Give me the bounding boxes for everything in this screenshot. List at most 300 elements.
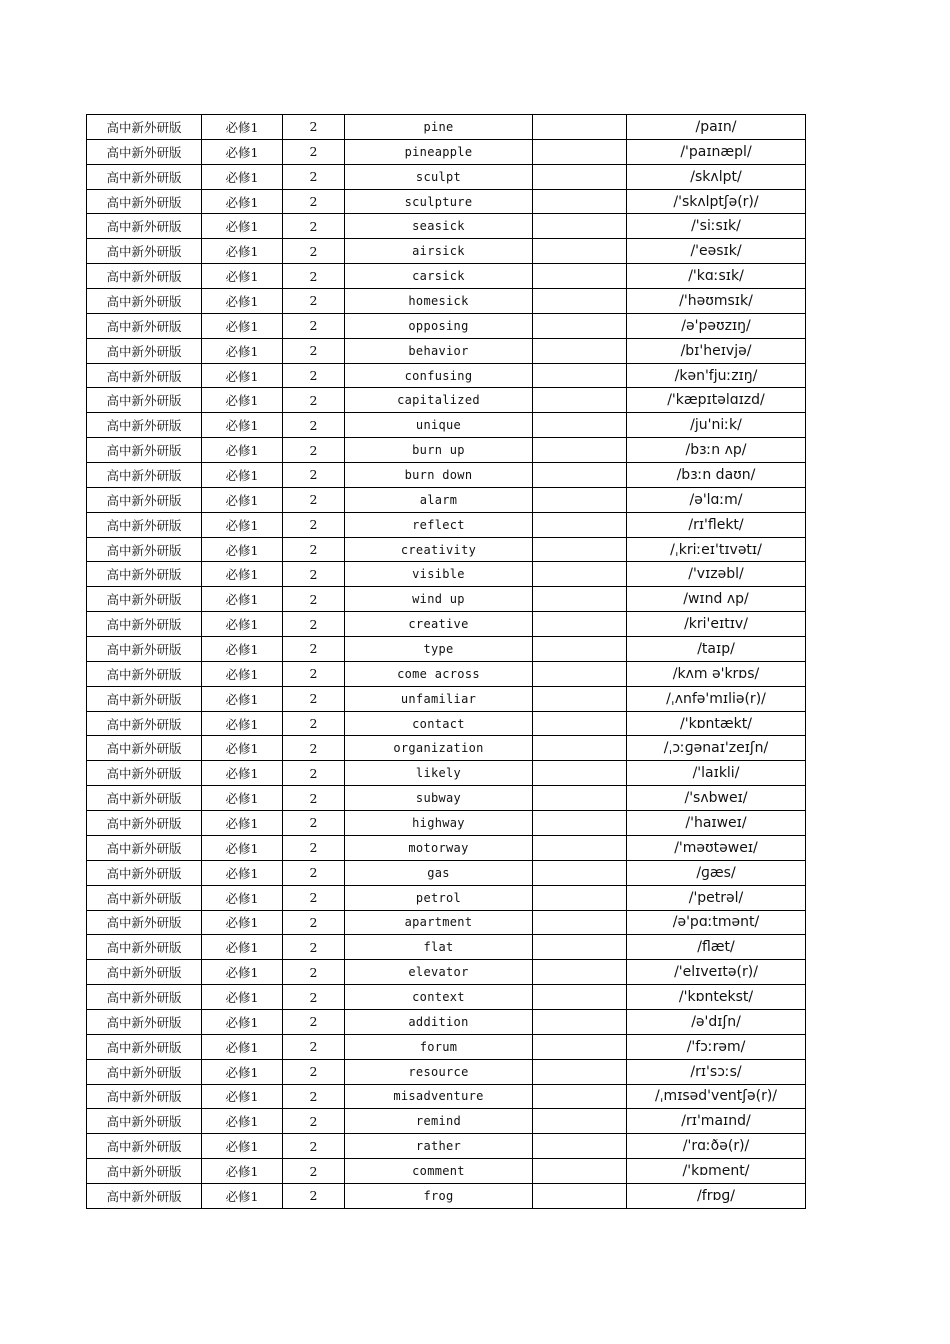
volume-cell: 必修1 — [202, 835, 283, 860]
table-row — [87, 338, 806, 363]
word-cell: visible — [345, 562, 533, 587]
note-cell — [533, 811, 627, 836]
textbook-cell: 高中新外研版 — [87, 487, 202, 512]
table-row — [87, 363, 806, 388]
note-cell — [533, 1134, 627, 1159]
phonetic-cell: /skʌlpt/ — [627, 164, 806, 189]
textbook-cell: 高中新外研版 — [87, 1009, 202, 1034]
word-cell: carsick — [345, 264, 533, 289]
note-cell — [533, 139, 627, 164]
table-row — [87, 463, 806, 488]
textbook-cell: 高中新外研版 — [87, 1183, 202, 1208]
textbook-cell: 高中新外研版 — [87, 661, 202, 686]
phonetic-cell: /'həʊmsɪk/ — [627, 289, 806, 314]
note-cell — [533, 264, 627, 289]
phonetic-cell: /rɪ'maɪnd/ — [627, 1109, 806, 1134]
textbook-cell: 高中新外研版 — [87, 786, 202, 811]
note-cell — [533, 637, 627, 662]
table-row — [87, 1159, 806, 1184]
word-cell: wind up — [345, 587, 533, 612]
word-cell: creativity — [345, 537, 533, 562]
volume-cell: 必修1 — [202, 512, 283, 537]
note-cell — [533, 1084, 627, 1109]
unit-cell: 2 — [283, 289, 345, 314]
note-cell — [533, 289, 627, 314]
note-cell — [533, 562, 627, 587]
table-row — [87, 786, 806, 811]
note-cell — [533, 239, 627, 264]
word-cell: behavior — [345, 338, 533, 363]
textbook-cell: 高中新外研版 — [87, 612, 202, 637]
word-cell: rather — [345, 1134, 533, 1159]
unit-cell: 2 — [283, 1109, 345, 1134]
unit-cell: 2 — [283, 189, 345, 214]
phonetic-cell: /ə'pɑːtmənt/ — [627, 910, 806, 935]
volume-cell: 必修1 — [202, 388, 283, 413]
note-cell — [533, 587, 627, 612]
phonetic-cell: /taɪp/ — [627, 637, 806, 662]
unit-cell: 2 — [283, 985, 345, 1010]
volume-cell: 必修1 — [202, 115, 283, 140]
phonetic-cell: /rɪ'flekt/ — [627, 512, 806, 537]
textbook-cell: 高中新外研版 — [87, 1084, 202, 1109]
phonetic-cell: /flæt/ — [627, 935, 806, 960]
phonetic-cell: /ə'dɪʃn/ — [627, 1009, 806, 1034]
word-cell: likely — [345, 761, 533, 786]
volume-cell: 必修1 — [202, 910, 283, 935]
phonetic-cell: /wɪnd ʌp/ — [627, 587, 806, 612]
textbook-cell: 高中新外研版 — [87, 214, 202, 239]
volume-cell: 必修1 — [202, 289, 283, 314]
table-row — [87, 1134, 806, 1159]
textbook-cell: 高中新外研版 — [87, 811, 202, 836]
phonetic-cell: /ɡæs/ — [627, 860, 806, 885]
note-cell — [533, 711, 627, 736]
word-cell: creative — [345, 612, 533, 637]
textbook-cell: 高中新外研版 — [87, 1059, 202, 1084]
unit-cell: 2 — [283, 264, 345, 289]
textbook-cell: 高中新外研版 — [87, 686, 202, 711]
volume-cell: 必修1 — [202, 736, 283, 761]
volume-cell: 必修1 — [202, 438, 283, 463]
note-cell — [533, 189, 627, 214]
word-cell: highway — [345, 811, 533, 836]
phonetic-cell: /kən'fjuːzɪŋ/ — [627, 363, 806, 388]
textbook-cell: 高中新外研版 — [87, 761, 202, 786]
unit-cell: 2 — [283, 164, 345, 189]
word-cell: misadventure — [345, 1084, 533, 1109]
word-cell: burn up — [345, 438, 533, 463]
note-cell — [533, 1109, 627, 1134]
unit-cell: 2 — [283, 562, 345, 587]
phonetic-cell: /'kɒntekst/ — [627, 985, 806, 1010]
volume-cell: 必修1 — [202, 1009, 283, 1034]
table-row — [87, 736, 806, 761]
textbook-cell: 高中新外研版 — [87, 1034, 202, 1059]
phonetic-cell: /'vɪzəbl/ — [627, 562, 806, 587]
unit-cell: 2 — [283, 637, 345, 662]
phonetic-cell: /'elɪveɪtə(r)/ — [627, 960, 806, 985]
note-cell — [533, 960, 627, 985]
textbook-cell: 高中新外研版 — [87, 711, 202, 736]
word-cell: sculpt — [345, 164, 533, 189]
table-row — [87, 1009, 806, 1034]
textbook-cell: 高中新外研版 — [87, 115, 202, 140]
unit-cell: 2 — [283, 1134, 345, 1159]
phonetic-cell: /'kæpɪtəlɑɪzd/ — [627, 388, 806, 413]
note-cell — [533, 686, 627, 711]
word-cell: organization — [345, 736, 533, 761]
unit-cell: 2 — [283, 811, 345, 836]
word-cell: gas — [345, 860, 533, 885]
note-cell — [533, 1009, 627, 1034]
volume-cell: 必修1 — [202, 537, 283, 562]
table-row — [87, 537, 806, 562]
table-row — [87, 686, 806, 711]
volume-cell: 必修1 — [202, 562, 283, 587]
volume-cell: 必修1 — [202, 786, 283, 811]
note-cell — [533, 935, 627, 960]
volume-cell: 必修1 — [202, 661, 283, 686]
note-cell — [533, 214, 627, 239]
unit-cell: 2 — [283, 860, 345, 885]
word-cell: comment — [345, 1159, 533, 1184]
table-row — [87, 1084, 806, 1109]
phonetic-cell: /bɜːn daʊn/ — [627, 463, 806, 488]
note-cell — [533, 413, 627, 438]
phonetic-cell: /bɪ'heɪvjə/ — [627, 338, 806, 363]
volume-cell: 必修1 — [202, 612, 283, 637]
textbook-cell: 高中新外研版 — [87, 960, 202, 985]
note-cell — [533, 1034, 627, 1059]
word-cell: alarm — [345, 487, 533, 512]
volume-cell: 必修1 — [202, 960, 283, 985]
volume-cell: 必修1 — [202, 463, 283, 488]
table-row — [87, 637, 806, 662]
note-cell — [533, 115, 627, 140]
unit-cell: 2 — [283, 935, 345, 960]
unit-cell: 2 — [283, 1084, 345, 1109]
unit-cell: 2 — [283, 487, 345, 512]
unit-cell: 2 — [283, 388, 345, 413]
unit-cell: 2 — [283, 960, 345, 985]
unit-cell: 2 — [283, 612, 345, 637]
textbook-cell: 高中新外研版 — [87, 537, 202, 562]
note-cell — [533, 512, 627, 537]
table-row — [87, 214, 806, 239]
word-cell: apartment — [345, 910, 533, 935]
volume-cell: 必修1 — [202, 338, 283, 363]
textbook-cell: 高中新外研版 — [87, 189, 202, 214]
volume-cell: 必修1 — [202, 239, 283, 264]
table-row — [87, 115, 806, 140]
note-cell — [533, 612, 627, 637]
table-row — [87, 487, 806, 512]
word-cell: airsick — [345, 239, 533, 264]
unit-cell: 2 — [283, 438, 345, 463]
phonetic-cell: /ə'lɑːm/ — [627, 487, 806, 512]
note-cell — [533, 835, 627, 860]
table-row — [87, 761, 806, 786]
textbook-cell: 高中新外研版 — [87, 562, 202, 587]
note-cell — [533, 910, 627, 935]
unit-cell: 2 — [283, 463, 345, 488]
word-cell: unfamiliar — [345, 686, 533, 711]
textbook-cell: 高中新外研版 — [87, 1109, 202, 1134]
phonetic-cell: /ju'niːk/ — [627, 413, 806, 438]
word-cell: come across — [345, 661, 533, 686]
note-cell — [533, 985, 627, 1010]
volume-cell: 必修1 — [202, 487, 283, 512]
unit-cell: 2 — [283, 736, 345, 761]
volume-cell: 必修1 — [202, 1109, 283, 1134]
phonetic-cell: /ˌʌnfə'mɪliə(r)/ — [627, 686, 806, 711]
textbook-cell: 高中新外研版 — [87, 587, 202, 612]
table-row — [87, 960, 806, 985]
table-row — [87, 413, 806, 438]
volume-cell: 必修1 — [202, 985, 283, 1010]
textbook-cell: 高中新外研版 — [87, 512, 202, 537]
note-cell — [533, 463, 627, 488]
table-row — [87, 811, 806, 836]
phonetic-cell: /ˌɔːɡənaɪ'zeɪʃn/ — [627, 736, 806, 761]
table-row — [87, 885, 806, 910]
textbook-cell: 高中新外研版 — [87, 1134, 202, 1159]
volume-cell: 必修1 — [202, 264, 283, 289]
word-cell: addition — [345, 1009, 533, 1034]
unit-cell: 2 — [283, 1159, 345, 1184]
volume-cell: 必修1 — [202, 885, 283, 910]
phonetic-cell: /'kɒment/ — [627, 1159, 806, 1184]
volume-cell: 必修1 — [202, 214, 283, 239]
volume-cell: 必修1 — [202, 139, 283, 164]
phonetic-cell: /paɪn/ — [627, 115, 806, 140]
table-row — [87, 1109, 806, 1134]
unit-cell: 2 — [283, 139, 345, 164]
volume-cell: 必修1 — [202, 363, 283, 388]
textbook-cell: 高中新外研版 — [87, 239, 202, 264]
unit-cell: 2 — [283, 537, 345, 562]
textbook-cell: 高中新外研版 — [87, 388, 202, 413]
phonetic-cell: /rɪ'sɔːs/ — [627, 1059, 806, 1084]
word-cell: reflect — [345, 512, 533, 537]
phonetic-cell: /'məʊtəweɪ/ — [627, 835, 806, 860]
word-cell: confusing — [345, 363, 533, 388]
note-cell — [533, 736, 627, 761]
table-row — [87, 1034, 806, 1059]
phonetic-cell: /'fɔːrəm/ — [627, 1034, 806, 1059]
unit-cell: 2 — [283, 115, 345, 140]
table-row — [87, 1059, 806, 1084]
volume-cell: 必修1 — [202, 811, 283, 836]
phonetic-cell: /'laɪkli/ — [627, 761, 806, 786]
word-cell: burn down — [345, 463, 533, 488]
table-row — [87, 860, 806, 885]
volume-cell: 必修1 — [202, 1059, 283, 1084]
volume-cell: 必修1 — [202, 313, 283, 338]
word-cell: elevator — [345, 960, 533, 985]
textbook-cell: 高中新外研版 — [87, 1159, 202, 1184]
word-cell: contact — [345, 711, 533, 736]
table-row — [87, 388, 806, 413]
note-cell — [533, 885, 627, 910]
textbook-cell: 高中新外研版 — [87, 463, 202, 488]
table-row — [87, 512, 806, 537]
volume-cell: 必修1 — [202, 686, 283, 711]
note-cell — [533, 1183, 627, 1208]
word-cell: subway — [345, 786, 533, 811]
phonetic-cell: /ˌkriːeɪ'tɪvətɪ/ — [627, 537, 806, 562]
unit-cell: 2 — [283, 363, 345, 388]
table-row — [87, 264, 806, 289]
unit-cell: 2 — [283, 786, 345, 811]
note-cell — [533, 661, 627, 686]
table-row — [87, 910, 806, 935]
textbook-cell: 高中新外研版 — [87, 860, 202, 885]
note-cell — [533, 438, 627, 463]
note-cell — [533, 761, 627, 786]
textbook-cell: 高中新外研版 — [87, 363, 202, 388]
textbook-cell: 高中新外研版 — [87, 910, 202, 935]
phonetic-cell: /frɒɡ/ — [627, 1183, 806, 1208]
phonetic-cell: /'rɑːðə(r)/ — [627, 1134, 806, 1159]
table-row — [87, 835, 806, 860]
word-cell: opposing — [345, 313, 533, 338]
table-row — [87, 562, 806, 587]
unit-cell: 2 — [283, 885, 345, 910]
note-cell — [533, 537, 627, 562]
note-cell — [533, 313, 627, 338]
volume-cell: 必修1 — [202, 637, 283, 662]
table-row — [87, 139, 806, 164]
word-cell: homesick — [345, 289, 533, 314]
volume-cell: 必修1 — [202, 413, 283, 438]
table-row — [87, 239, 806, 264]
phonetic-cell: /bɜːn ʌp/ — [627, 438, 806, 463]
volume-cell: 必修1 — [202, 761, 283, 786]
unit-cell: 2 — [283, 313, 345, 338]
table-row — [87, 612, 806, 637]
volume-cell: 必修1 — [202, 164, 283, 189]
note-cell — [533, 786, 627, 811]
phonetic-cell: /'siːsɪk/ — [627, 214, 806, 239]
volume-cell: 必修1 — [202, 860, 283, 885]
phonetic-cell: /'eəsɪk/ — [627, 239, 806, 264]
unit-cell: 2 — [283, 1183, 345, 1208]
textbook-cell: 高中新外研版 — [87, 338, 202, 363]
volume-cell: 必修1 — [202, 189, 283, 214]
phonetic-cell: /'sʌbweɪ/ — [627, 786, 806, 811]
volume-cell: 必修1 — [202, 1084, 283, 1109]
textbook-cell: 高中新外研版 — [87, 313, 202, 338]
word-cell: sculpture — [345, 189, 533, 214]
table-row — [87, 935, 806, 960]
table-row — [87, 985, 806, 1010]
table-row — [87, 711, 806, 736]
table-row — [87, 289, 806, 314]
volume-cell: 必修1 — [202, 1134, 283, 1159]
note-cell — [533, 860, 627, 885]
phonetic-cell: /'paɪnæpl/ — [627, 139, 806, 164]
unit-cell: 2 — [283, 1059, 345, 1084]
textbook-cell: 高中新外研版 — [87, 289, 202, 314]
unit-cell: 2 — [283, 338, 345, 363]
textbook-cell: 高中新外研版 — [87, 264, 202, 289]
textbook-cell: 高中新外研版 — [87, 935, 202, 960]
word-cell: unique — [345, 413, 533, 438]
textbook-cell: 高中新外研版 — [87, 637, 202, 662]
word-cell: frog — [345, 1183, 533, 1208]
table-row — [87, 661, 806, 686]
table-row — [87, 587, 806, 612]
volume-cell: 必修1 — [202, 1034, 283, 1059]
word-cell: motorway — [345, 835, 533, 860]
word-cell: pineapple — [345, 139, 533, 164]
table-row — [87, 189, 806, 214]
word-cell: context — [345, 985, 533, 1010]
note-cell — [533, 363, 627, 388]
unit-cell: 2 — [283, 587, 345, 612]
phonetic-cell: /'haɪweɪ/ — [627, 811, 806, 836]
unit-cell: 2 — [283, 214, 345, 239]
note-cell — [533, 487, 627, 512]
unit-cell: 2 — [283, 512, 345, 537]
vocabulary-table — [86, 114, 806, 1209]
textbook-cell: 高中新外研版 — [87, 139, 202, 164]
unit-cell: 2 — [283, 413, 345, 438]
volume-cell: 必修1 — [202, 587, 283, 612]
note-cell — [533, 164, 627, 189]
phonetic-cell: /ˌmɪsəd'ventʃə(r)/ — [627, 1084, 806, 1109]
volume-cell: 必修1 — [202, 1159, 283, 1184]
textbook-cell: 高中新外研版 — [87, 164, 202, 189]
word-cell: type — [345, 637, 533, 662]
unit-cell: 2 — [283, 239, 345, 264]
phonetic-cell: /'petrəl/ — [627, 885, 806, 910]
note-cell — [533, 388, 627, 413]
unit-cell: 2 — [283, 761, 345, 786]
note-cell — [533, 1059, 627, 1084]
volume-cell: 必修1 — [202, 935, 283, 960]
unit-cell: 2 — [283, 910, 345, 935]
unit-cell: 2 — [283, 1034, 345, 1059]
unit-cell: 2 — [283, 711, 345, 736]
textbook-cell: 高中新外研版 — [87, 438, 202, 463]
word-cell: resource — [345, 1059, 533, 1084]
unit-cell: 2 — [283, 1009, 345, 1034]
phonetic-cell: /'skʌlptʃə(r)/ — [627, 189, 806, 214]
unit-cell: 2 — [283, 686, 345, 711]
note-cell — [533, 338, 627, 363]
vocabulary-table-body — [87, 115, 806, 1209]
phonetic-cell: /kri'eɪtɪv/ — [627, 612, 806, 637]
unit-cell: 2 — [283, 661, 345, 686]
word-cell: capitalized — [345, 388, 533, 413]
word-cell: flat — [345, 935, 533, 960]
phonetic-cell: /'kɑːsɪk/ — [627, 264, 806, 289]
table-row — [87, 313, 806, 338]
textbook-cell: 高中新外研版 — [87, 885, 202, 910]
textbook-cell: 高中新外研版 — [87, 835, 202, 860]
textbook-cell: 高中新外研版 — [87, 736, 202, 761]
word-cell: pine — [345, 115, 533, 140]
table-row — [87, 164, 806, 189]
textbook-cell: 高中新外研版 — [87, 985, 202, 1010]
note-cell — [533, 1159, 627, 1184]
unit-cell: 2 — [283, 835, 345, 860]
textbook-cell: 高中新外研版 — [87, 413, 202, 438]
volume-cell: 必修1 — [202, 1183, 283, 1208]
